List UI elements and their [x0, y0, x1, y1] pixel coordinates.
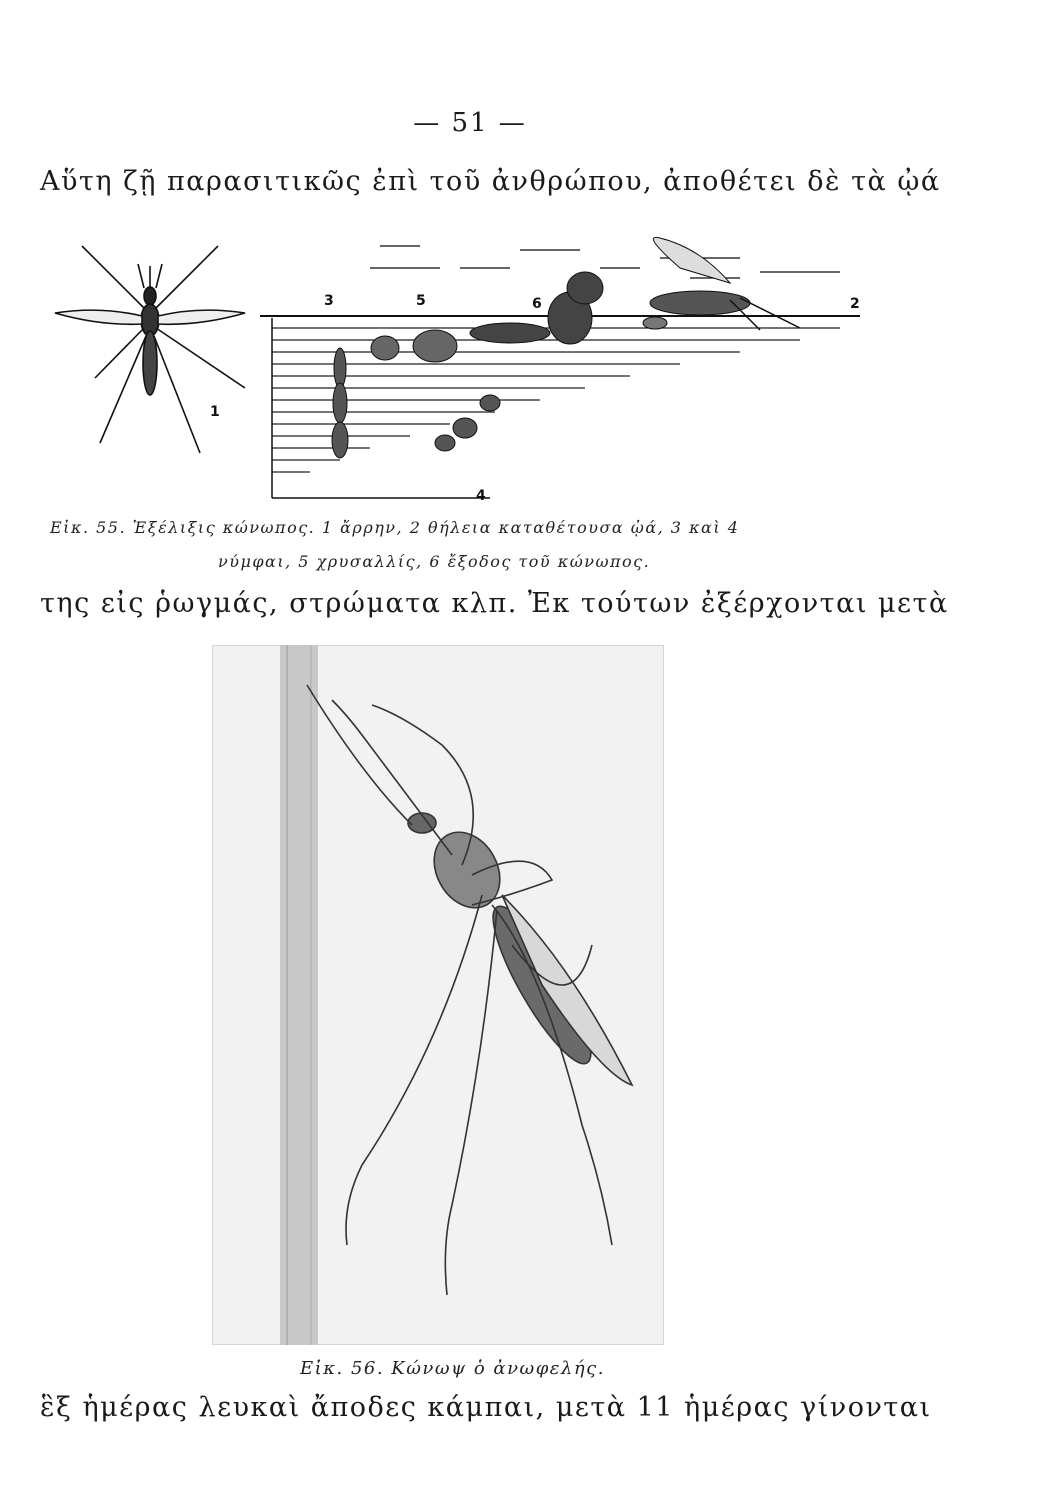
water-scene [260, 237, 860, 498]
figure-55-caption-line1: Εἰκ. 55. Ἐξέλιξις κώνωπος. 1 ἄρρην, 2 θήλεια καταθέτουσα ᾠά, 3 καὶ 4 [50, 518, 740, 537]
figure-55-caption-line2: νύμφαι, 5 χρυσαλλίς, 6 ἔξοδος τοῦ κώνωπος. [218, 552, 651, 571]
adult-male-mosquito [55, 246, 245, 453]
figure-55-illustration [40, 228, 870, 503]
figure-label-3: 3 [324, 293, 334, 309]
figure-label-4: 4 [476, 488, 486, 503]
body-text-line: της εἰς ῥωγμάς, στρώματα κλπ. Ἐκ τούτων ἐξέρχονται μετὰ [40, 588, 949, 619]
body-text-line: ἓξ ἡμέρας λευκαὶ ἄποδες κάμπαι, μετὰ 11 ἡμέρας γίνονται [40, 1392, 932, 1423]
figure-56-caption: Εἰκ. 56. Κώνωψ ὁ ἀνωφελής. [300, 1358, 605, 1379]
figure-label-5: 5 [416, 293, 426, 309]
body-text-line: Αὕτη ζῇ παρασιτικῶς ἐπὶ τοῦ ἀνθρώπου, ἀποθέτει δὲ τὰ ᾠά [40, 166, 941, 197]
figure-label-1: 1 [210, 404, 220, 420]
figure-label-6: 6 [532, 296, 542, 312]
figure-56-photograph [212, 645, 664, 1345]
page-number: — 51 — [413, 108, 527, 138]
figure-label-2: 2 [850, 296, 860, 312]
